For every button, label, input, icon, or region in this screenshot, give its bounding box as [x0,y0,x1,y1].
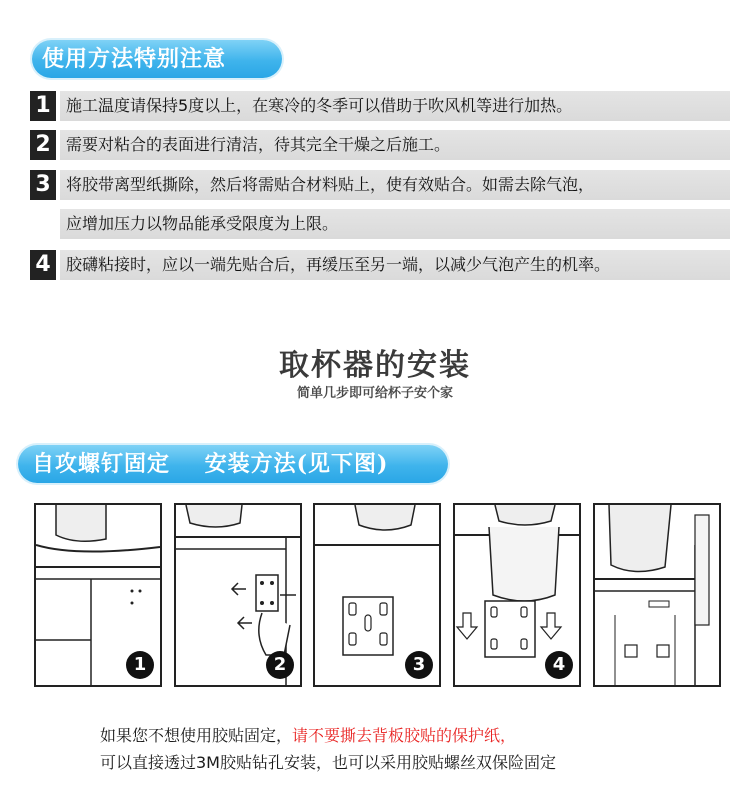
usage-item-text: 将胶带离型纸撕除，然后将需贴合材料贴上，使有效贴合。如需去除气泡， [66,175,595,194]
section-usage-title: 使用方法特别注意 [32,40,282,78]
step-badge: 2 [266,651,294,679]
install-step-4-illustration [453,503,581,687]
usage-item-1 [30,90,730,122]
install-result-illustration [593,503,721,687]
section-install-title: 自攻螺钉固定 安装方法(见下图) [18,445,448,483]
install-step-2-illustration [174,503,302,687]
cup-holder-subtitle: 简单几步即可给杯子安个家 [296,386,453,401]
step-badge: 1 [126,651,154,679]
installed-dispenser-illustration [595,505,719,685]
install-step-1-illustration [34,503,162,687]
note-line-1 [100,723,750,746]
note-line-2: 可以直接透过3M胶贴钻孔安装，也可以采用胶贴螺丝双保险固定 [100,753,556,772]
usage-item-3-continuation [30,208,730,240]
step-number: 2 [30,130,56,160]
usage-item-text: 胶礴粘接时，应以一端先贴合后，再缓压至另一端，以减少气泡产生的机率。 [66,255,611,274]
usage-item-text: 施工温度请保持5度以上，在寒冷的冬季可以借助于吹风机等进行加热。 [66,96,573,115]
usage-item-2 [30,129,730,161]
step-badge: 4 [545,651,573,679]
step-number: 4 [30,250,56,280]
usage-item-3 [30,169,730,201]
step-number: 1 [30,91,56,121]
note-warning: 请不要撕去背板胶贴的保护纸， [292,726,517,745]
install-step-3-illustration [313,503,441,687]
note-text: 如果您不想使用胶贴固定， [100,726,293,745]
cup-holder-heading: 取杯器的安装 [279,348,471,383]
usage-item-text: 应增加压力以物品能承受限度为上限。 [66,214,339,233]
step-badge: 3 [405,651,433,679]
step-number: 3 [30,170,56,200]
usage-item-4 [30,249,730,281]
usage-item-text: 需要对粘合的表面进行清洁，待其完全干燥之后施工。 [66,135,451,154]
